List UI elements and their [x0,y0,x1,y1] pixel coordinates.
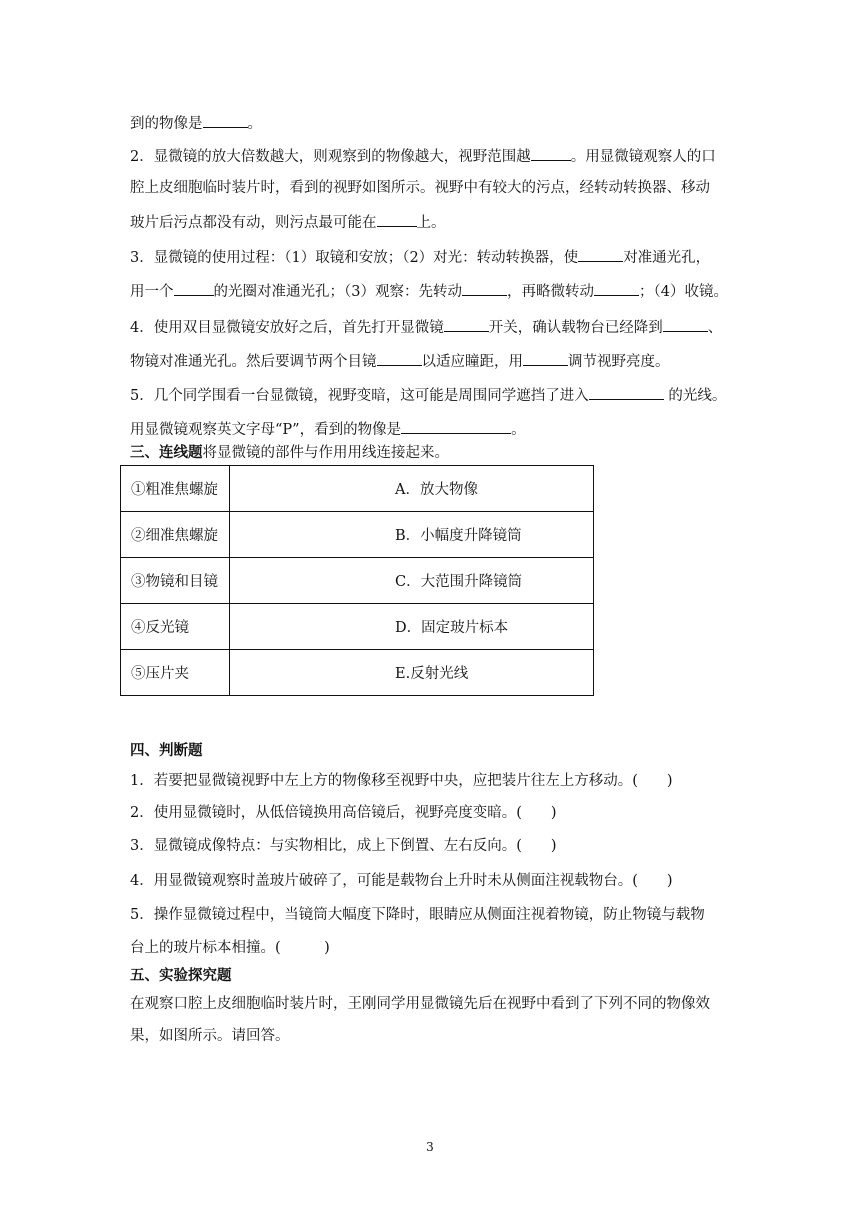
question-text: 对准通光孔， [623,250,711,266]
question-text: 到的物像是 [130,116,203,132]
question-text: ；（4）收镜。 [638,284,728,300]
answer-blank[interactable] [203,112,248,128]
question-text: 。用显微镜观察人的口 [570,149,716,165]
question-line [130,384,726,406]
judge-item-5-cont: 台上的玻片标本相撞。( ) [130,940,330,956]
section3-heading: 三、连线题 [130,444,203,461]
question-text: 的光线。 [663,388,727,404]
answer-blank[interactable] [531,145,571,161]
answer-blank[interactable] [589,384,664,400]
question-line [130,211,446,233]
part-name-cell[interactable]: ③物镜和目镜 [121,558,230,604]
section5-heading: 五、实验探究题 [130,967,232,984]
question-line [130,145,716,167]
function-cell[interactable]: B．小幅度升降镜筒 [230,512,594,558]
question-text: 3．显微镜的使用过程：（1）取镜和安放；（2）对光：转动转换器，使 [130,250,579,266]
question-text: 用一个 [130,284,174,300]
question-text: 用显微镜观察英文字母“P”，看到的物像是 [130,422,402,438]
question-text: 、 [707,320,723,336]
function-cell[interactable]: A．放大物像 [230,466,594,512]
section5-line-2: 果，如图所示。请回答。 [130,1028,290,1044]
answer-blank[interactable] [523,350,568,366]
question-text: 2．显微镜的放大倍数越大，则观察到的物像越大，视野范围越 [130,149,531,165]
question-line [130,350,670,372]
question-line [130,418,526,440]
table-row [121,650,594,696]
question-line [130,178,710,198]
question-text: 的光圈对准通光孔；（3）观察：先转动 [213,284,462,300]
section3-line [130,443,449,463]
question-line [130,246,710,268]
page-number: 3 [426,1140,434,1154]
question-line [130,316,722,338]
answer-blank[interactable] [462,280,507,296]
answer-blank[interactable] [663,316,708,332]
function-cell[interactable]: E.反射光线 [230,650,594,696]
question-text: ，再略微转动 [506,284,594,300]
function-cell[interactable]: C．大范围升降镜筒 [230,558,594,604]
judge-item-4: 4．用显微镜观察时盖玻片破碎了，可能是载物台上升时未从侧面注视载物台。( ) [130,873,673,889]
part-name-cell[interactable]: ②细准焦螺旋 [121,512,230,558]
question-line [130,112,262,134]
question-text: 4．使用双目显微镜安放好之后，首先打开显微镜 [130,320,444,336]
judge-item-5: 5．操作显微镜过程中，当镜筒大幅度下降时，眼睛应从侧面注视着物镜，防止物镜与载物 [130,907,705,923]
question-text: 以适应瞳距，用 [421,354,523,370]
question-text: 开关，确认载物台已经降到 [488,320,663,336]
judge-item-2: 2．使用显微镜时，从低倍镜换用高倍镜后，视野亮度变暗。( ) [130,805,557,821]
matching-table [120,465,594,696]
answer-blank[interactable] [444,316,489,332]
question-line [130,280,728,302]
question-text: 。 [511,422,526,438]
table-row [121,558,594,604]
table-row [121,466,594,512]
table-row [121,512,594,558]
judge-item-3: 3．显微镜成像特点：与实物相比，成上下倒置、左右反向。( ) [130,838,557,854]
answer-blank[interactable] [594,280,639,296]
judge-item-1: 1．若要把显微镜视野中左上方的物像移至视野中央，应把装片往左上方移动。( ) [130,773,673,789]
answer-blank[interactable] [377,350,422,366]
question-text: 调节视野亮度。 [568,354,670,370]
part-name-cell[interactable]: ①粗准焦螺旋 [121,466,230,512]
answer-blank[interactable] [174,280,214,296]
part-name-cell[interactable]: ⑤压片夹 [121,650,230,696]
table-row [121,604,594,650]
question-text: 5．几个同学围看一台显微镜，视野变暗，这可能是周围同学遮挡了进入 [130,388,589,404]
section4-heading: 四、判断题 [130,742,203,759]
part-name-cell[interactable]: ④反光镜 [121,604,230,650]
section3-instruction: 将显微镜的部件与作用用线连接起来。 [202,445,449,461]
function-cell[interactable]: D．固定玻片标本 [230,604,594,650]
answer-blank[interactable] [401,418,511,434]
question-text: 。 [247,116,262,132]
question-text: 腔上皮细胞临时装片时，看到的视野如图所示。视野中有较大的污点，经转动转换器、移动 [130,180,710,196]
question-text: 物镜对准通光孔。然后要调节两个目镜 [130,354,377,370]
answer-blank[interactable] [578,246,623,262]
question-text: 上。 [416,215,446,231]
section5-line-1: 在观察口腔上皮细胞临时装片时，王刚同学用显微镜先后在视野中看到了下列不同的物像效 [130,996,710,1012]
answer-blank[interactable] [377,211,417,227]
question-text: 玻片后污点都没有动，则污点最可能在 [130,215,377,231]
